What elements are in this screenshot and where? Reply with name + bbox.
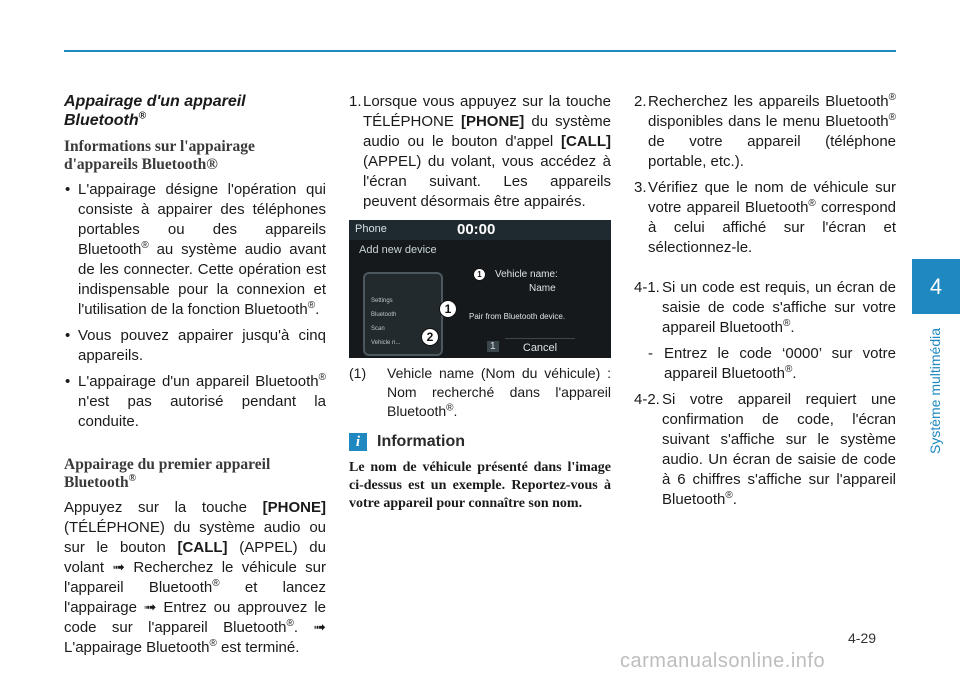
chapter-tab: 4 (912, 259, 960, 314)
cancel-shortcut-number: 1 (487, 341, 499, 352)
callout-vehicle-name: 1 (473, 268, 486, 281)
callout-2: 2 (421, 328, 439, 346)
step-4-1-sub: - Entrez le code ‘0000’ sur votre appareil Bluetooth®. (648, 345, 896, 382)
watermark: carmanualsonline.info (620, 650, 826, 672)
column-1 (64, 92, 326, 658)
column-3 (634, 92, 896, 516)
information-title: Information (377, 433, 465, 450)
bullet-item: • L'appairage désigne l'opération qui consiste à appairer des téléphones portables ou des appareils Bluetooth® au système audio avant de les connecter. Cette opération est indispensable pour la connexion et l'utilisation de la fonction Bluetooth®. (64, 180, 326, 320)
vehicle-name-value: Name (529, 283, 556, 294)
screen-subtitle: Add new device (359, 244, 437, 256)
section-heading: Appairage d'un appareil Bluetooth® (64, 93, 246, 129)
information-header (349, 433, 611, 451)
paragraph-first-pairing: Appuyez sur la touche [PHONE] (TÉLÉPHONE) du système audio ou sur le bouton [CALL] (APPEL) du volant ➟ Recherchez le véhicule sur l'appareil Bluetooth® et lancez l'appairage ➟ Entrez ou approuvez le code sur l'appareil Bluetooth®. ➟ L'appairage Bluetooth® est terminé. (64, 499, 327, 656)
header-rule (64, 50, 896, 52)
step-4-1: 4-1. Si un code est requis, un écran de saisie de code s'affiche sur votre appareil Bluetooth®. (634, 279, 896, 336)
bullet-item: • L'appairage d'un appareil Bluetooth® n'est pas autorisé pendant la conduite. (64, 372, 326, 432)
vehicle-name-label: Vehicle name: (495, 269, 558, 280)
screen-clock: 00:00 (457, 221, 496, 238)
column-2 (349, 92, 611, 513)
subheading-first-pairing: Appairage du premier appareil Bluetooth® (64, 456, 271, 491)
info-icon: i (349, 433, 367, 451)
step-3: 3. Vérifiez que le nom de véhicule sur votre appareil Bluetooth® correspond à celui affiché sur l'écran et sélectionnez-le. (634, 179, 896, 256)
pair-instruction: Pair from Bluetooth device. (469, 312, 566, 321)
image-caption: (1) Vehicle name (Nom du véhicule) : Nom recherché dans l'appareil Bluetooth®. (349, 365, 611, 419)
cancel-button[interactable]: Cancel (505, 338, 575, 357)
vehicle-name-block (495, 268, 558, 296)
information-body: Le nom de véhicule présenté dans l'image ci-dessus est un exemple. Reportez-vous à votre appareil pour connaître son nom. (349, 460, 611, 511)
phone-menu-scan: Scan (371, 326, 385, 332)
step-2: 2. Recherchez les appareils Bluetooth® disponibles dans le menu Bluetooth® de votre appareil (téléphone portable, etc.). (634, 92, 896, 170)
callout-1: 1 (439, 300, 457, 318)
step-4-2: 4-2. Si votre appareil requiert une confirmation de code, l'écran suivant s'affiche sur le système audio. Un écran de saisie de code à 6 chiffres s'affiche sur l'appareil Bluetooth®. (634, 391, 896, 508)
subheading-info: Informations sur l'appairage d'appareils Bluetooth® (64, 138, 255, 173)
bullet-item: • Vous pouvez appairer jusqu'à cinq appareils. (64, 326, 326, 366)
step-1: 1. Lorsque vous appuyez sur la touche TÉLÉPHONE [PHONE] du système audio ou le bouton d'appel [CALL] (APPEL) du volant, vous accédez à l'écran suivant. Les appareils peuvent désormais être appairés. (349, 93, 611, 210)
page-number: 4-29 (848, 630, 877, 646)
phone-menu-bluetooth: Bluetooth (371, 312, 397, 318)
phone-menu-vehicle: Vehicle n... (371, 340, 401, 346)
chapter-label: Système multimédia (927, 327, 943, 455)
phone-menu-settings: Settings (371, 298, 393, 304)
phone-screen-image (349, 220, 611, 358)
screen-title: Phone (355, 223, 387, 235)
